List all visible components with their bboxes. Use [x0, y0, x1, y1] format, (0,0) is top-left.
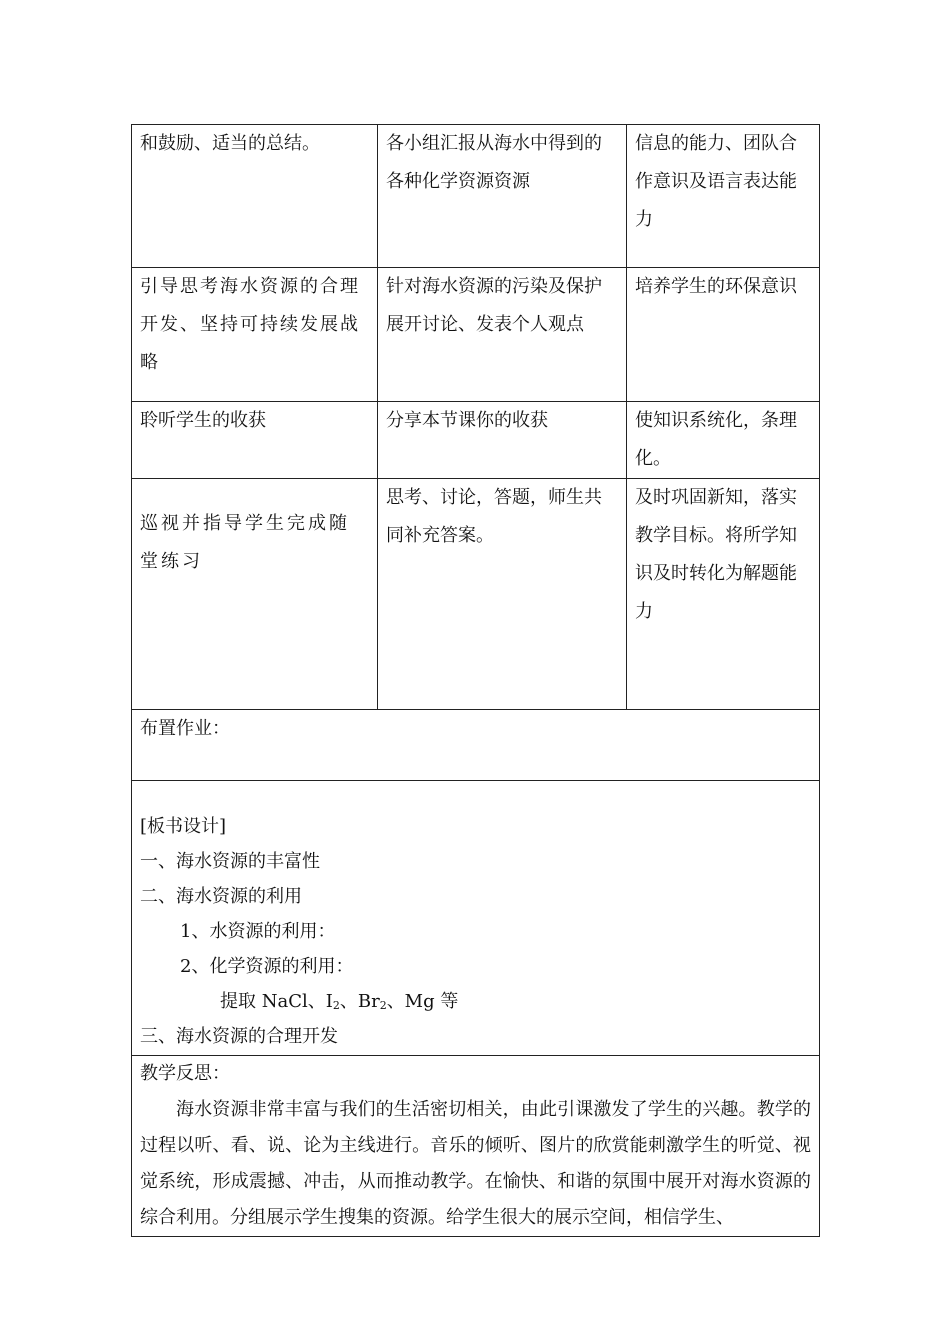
teacher-activity-cell	[132, 402, 378, 479]
table-row	[132, 402, 820, 479]
reflection-label: 教学反思：	[140, 1063, 230, 1084]
teacher-activity-text: 和鼓励、适当的总结。	[140, 133, 320, 154]
reflection-cell	[132, 1056, 820, 1237]
reflection-row	[132, 1056, 820, 1237]
bromine-subscript: 2	[379, 999, 387, 1012]
student-activity-cell	[378, 402, 627, 479]
table-row	[132, 125, 820, 268]
extract-suffix: 、Mg 等	[386, 991, 459, 1012]
teacher-activity-cell	[132, 268, 378, 402]
student-activity-text: 分享本节课你的收获	[386, 410, 548, 431]
board-item-1: 一、海水资源的丰富性	[140, 851, 320, 872]
lesson-table	[131, 124, 820, 1237]
extract-prefix: 提取 NaCl、I	[220, 991, 333, 1012]
board-item-2: 二、海水资源的利用	[140, 886, 302, 907]
student-activity-cell	[378, 479, 627, 710]
lesson-plan-table	[131, 124, 819, 1237]
table-row	[132, 479, 820, 710]
board-title: [板书设计]	[140, 816, 227, 837]
teacher-activity-cell	[132, 479, 378, 710]
design-intent-text: 信息的能力、团队合作意识及语言表达能力	[635, 133, 797, 230]
design-intent-cell	[627, 479, 820, 710]
board-sub-2: 2、化学资源的利用：	[180, 956, 354, 977]
homework-row	[132, 710, 820, 781]
teacher-activity-text: 聆听学生的收获	[140, 410, 266, 431]
design-intent-text: 使知识系统化，条理化。	[635, 410, 797, 469]
design-intent-cell	[627, 268, 820, 402]
teacher-activity-text: 引导思考海水资源的合理开发、坚持可持续发展战略	[140, 276, 360, 373]
board-sub-1: 1、水资源的利用：	[180, 921, 336, 942]
board-design-row	[132, 781, 820, 1056]
extract-bromine: 、Br	[339, 991, 380, 1012]
design-intent-text: 及时巩固新知，落实教学目标。将所学知识及时转化为解题能力	[635, 487, 797, 622]
student-activity-text: 针对海水资源的污染及保护展开讨论、发表个人观点	[386, 276, 602, 335]
reflection-text: 海水资源非常丰富与我们的生活密切相关，由此引课激发了学生的兴趣。教学的过程以听、看、说、论为主线进行。音乐的倾听、图片的欣赏能刺激学生的听觉、视觉系统，形成震撼、冲击，从而推动教学。在愉快、和谐的氛围中展开对海水资源的综合利用。分组展示学生搜集的资源。给学生很大的展示空间，相信学生、	[140, 1099, 811, 1228]
iodine-subscript: 2	[332, 999, 340, 1012]
teacher-activity-cell	[132, 125, 378, 268]
design-intent-cell	[627, 402, 820, 479]
student-activity-text: 各小组汇报从海水中得到的各种化学资源资源	[386, 133, 602, 192]
table-row	[132, 268, 820, 402]
homework-label: 布置作业：	[140, 718, 230, 739]
student-activity-cell	[378, 268, 627, 402]
board-item-3: 三、海水资源的合理开发	[140, 1026, 338, 1047]
design-intent-cell	[627, 125, 820, 268]
teacher-activity-text: 巡视并指导学生完成随堂练习	[140, 513, 350, 572]
board-design-cell	[132, 781, 820, 1056]
student-activity-cell	[378, 125, 627, 268]
student-activity-text: 思考、讨论，答题，师生共同补充答案。	[386, 487, 602, 546]
homework-cell	[132, 710, 820, 781]
board-extract-line	[140, 984, 811, 1019]
design-intent-text: 培养学生的环保意识	[635, 276, 797, 297]
